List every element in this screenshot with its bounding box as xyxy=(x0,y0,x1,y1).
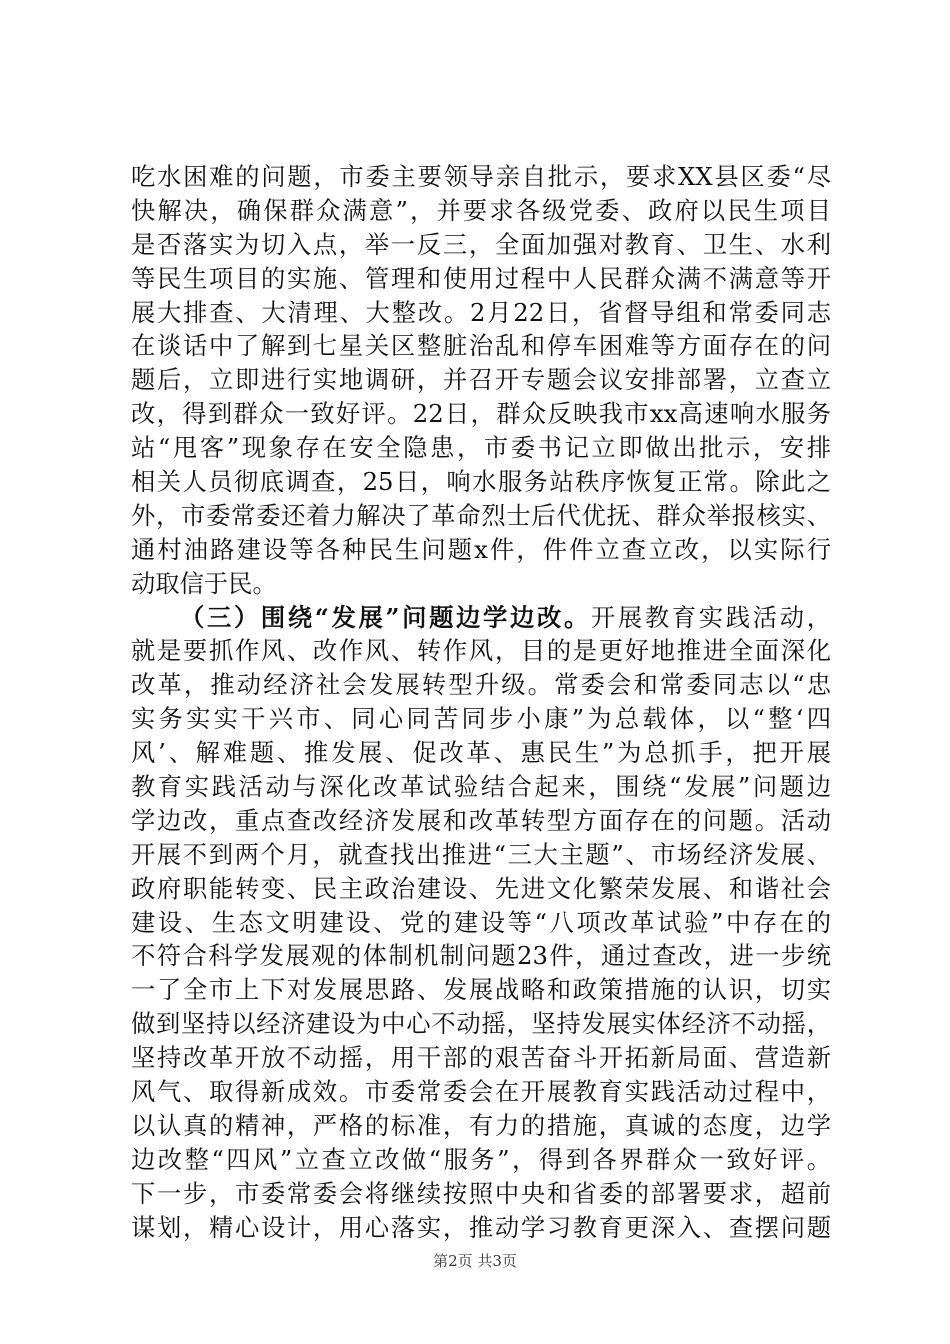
text-line: 做到坚持以经济建设为中心不动摇，坚持发展实体经济不动摇， xyxy=(131,1009,831,1039)
text-line: 展大排查、大清理、大整改。2月22日，省督导组和常委同志 xyxy=(131,297,831,327)
page-number-footer: 第2页 共3页 xyxy=(433,1252,517,1270)
text-line: 相关人员彻底调查，25日，响水服务站秩序恢复正常。除此之 xyxy=(131,467,831,497)
text-line: 建设、生态文明建设、党的建设等“八项改革试验”中存在的 xyxy=(131,907,831,937)
text-line: 实务实实干兴市、同心同苦同步小康”为总载体，以“整‘四 xyxy=(131,704,831,734)
section-3-first-line-text: 开展教育实践活动， xyxy=(590,602,831,632)
text-line: 外，市委常委还着力解决了革命烈士后代优抚、群众举报核实、 xyxy=(131,500,831,530)
text-line: 边改整“四风”立查立改做“服务”，得到各界群众一致好评。 xyxy=(131,1144,831,1174)
text-line: 下一步，市委常委会将继续按照中央和省委的部署要求，超前 xyxy=(131,1178,831,1208)
paragraph-livelihood xyxy=(131,160,831,601)
text-line: 政府职能转变、民主政治建设、先进文化繁荣发展、和谐社会 xyxy=(131,873,831,903)
text-line: 在谈话中了解到七星关区整脏治乱和停车困难等方面存在的问 xyxy=(131,331,831,361)
text-line: 学边改，重点查改经济发展和改革转型方面存在的问题。活动 xyxy=(131,805,831,835)
text-line: 快解决，确保群众满意”，并要求各级党委、政府以民生项目 xyxy=(131,195,831,225)
text-line: 以认真的精神，严格的标准，有力的措施，真诚的态度，边学 xyxy=(131,1110,831,1140)
text-line: 就是要抓作风、改作风、转作风，目的是更好地推进全面深化 xyxy=(131,636,831,666)
text-line: 吃水困难的问题，市委主要领导亲自批示，要求XX县区委“尽 xyxy=(131,162,831,191)
text-line: 一了全市上下对发展思路、发展战略和政策措施的认识，切实 xyxy=(131,975,831,1005)
text-line: 谋划，精心设计，用心落实，推动学习教育更深入、查摆问题 xyxy=(131,1212,831,1242)
text-line: 站“甩客”现象存在安全隐患，市委书记立即做出批示，安排 xyxy=(131,433,831,463)
text-line: 不符合科学发展观的体制机制问题23件，通过查改，进一步统 xyxy=(131,941,831,971)
section-3-heading: （三）围绕“发展”问题边学边改。 xyxy=(180,602,591,632)
text-line: 风’、解难题、推发展、促改革、惠民生”为总抓手，把开展 xyxy=(131,738,831,768)
text-line: 是否落实为切入点，举一反三，全面加强对教育、卫生、水利 xyxy=(131,229,831,259)
text-line: 改，得到群众一致好评。22日，群众反映我市xx高速响水服务 xyxy=(131,399,831,429)
text-line: 通村油路建设等各种民生问题x件，件件立查立改，以实际行 xyxy=(131,534,831,564)
text-line: 坚持改革开放不动摇，用干部的艰苦奋斗开拓新局面、营造新 xyxy=(131,1043,831,1073)
document-body xyxy=(131,160,831,1245)
text-line: 改革，推动经济社会发展转型升级。常委会和常委同志以“忠 xyxy=(131,670,831,700)
text-line: 动取信于民。 xyxy=(131,568,277,598)
text-line: 等民生项目的实施、管理和使用过程中人民群众满不满意等开 xyxy=(131,263,831,293)
text-line: 题后，立即进行实地调研，并召开专题会议安排部署，立查立 xyxy=(131,365,831,395)
paragraph-development xyxy=(131,634,831,1244)
text-line: 开展不到两个月，就查找出推进“三大主题”、市场经济发展、 xyxy=(131,839,831,869)
section-3-first-line xyxy=(131,601,831,635)
text-line: 教育实践活动与深化改革试验结合起来，围绕“发展”问题边 xyxy=(131,772,831,802)
text-line: 风气、取得新成效。市委常委会在开展教育实践活动过程中， xyxy=(131,1077,831,1107)
